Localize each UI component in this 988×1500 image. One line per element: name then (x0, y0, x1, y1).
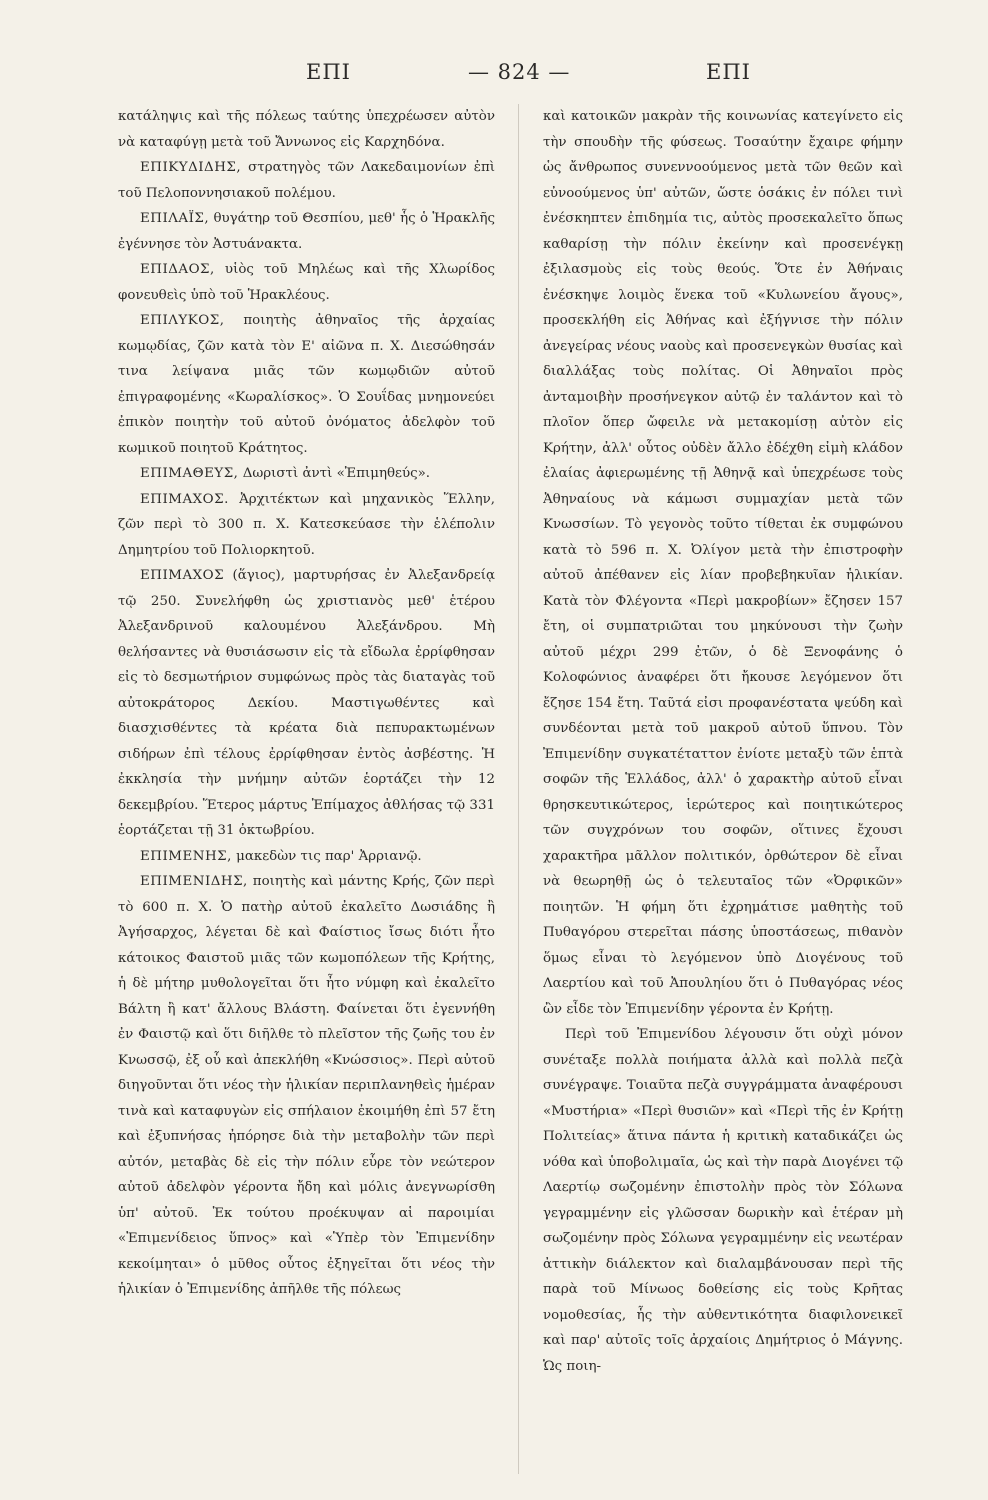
column-divider (518, 104, 519, 1474)
entry-epimenides (118, 869, 495, 1303)
entry-term: ΕΠΙΜΕΝΗΣ, (140, 848, 232, 864)
entry-term: ΕΠΙΚΥΔΙΔΗΣ, (140, 160, 242, 175)
entry-text: θυγάτηρ τοῦ Θεσπίου, μεθ' ἧς ὁ Ἡρακλῆς ἐγέννησε τὸν Ἀστυάνακτα. (118, 211, 495, 252)
running-head-left: ΕΠΙ (306, 60, 351, 84)
right-column (543, 104, 903, 1484)
entry-term: ΕΠΙΜΑΧΟΣ (140, 568, 225, 583)
running-head-right: ΕΠΙ (706, 60, 751, 84)
entry-epimachos-saint (118, 563, 495, 844)
page-header (0, 60, 988, 96)
entry-epilais (118, 206, 495, 257)
entry-term: ΕΠΙΔΑΟΣ, (140, 262, 215, 277)
entry-term: ΕΠΙΛΑΪΣ, (140, 211, 210, 226)
left-column (118, 104, 495, 1484)
entry-text: μακεδὼν τις παρ' Ἀρριανῷ. (231, 848, 422, 864)
entry-term: ΕΠΙΛΥΚΟΣ, (140, 313, 225, 328)
entry-epimachos-architect (118, 487, 495, 564)
entry-text: ποιητὴς ἀθηναῖος τῆς ἀρχαίας κωμῳδίας, ζῶν κατὰ τὸν Ε' αἰῶνα π. Χ. Διεσώθησάν τινα λείψανα μιᾶς τῶν κωμῳδιῶν αὐτοῦ ἐπιγραφομένης «Κωραλίσκος». Ὁ Σουΐδας μνημονεύει ἐπικὸν ποιητὴν τοῦ αὐτοῦ ὀνόματος ἀδελφὸν τοῦ κωμικοῦ ποιητοῦ Κράτητος. (118, 313, 495, 456)
entry-epikydides (118, 155, 495, 206)
epimenides-continued: καὶ κατοικῶν μακρὰν τῆς κοινωνίας κατεγίνετο εἰς τὴν σπουδὴν τῆς φύσεως. Τοσαύτην ἔχαιρε φήμην ὡς ἄνθρωπος συνεννοούμενος μετὰ τῶν θεῶν καὶ εὐνοούμενος ὑπ' αὐτῶν, ὥστε ὁσάκις ἐν πόλει τινὶ ἐνέσκηπτεν ἐπιδημία τις, αὐτὸς προσεκαλεῖτο ὅπως καθαρίσῃ τὴν πόλιν ἐκείνην καὶ προσενέγκῃ ἐξιλασμοὺς εἰς τοὺς θεούς. Ὅτε ἐν Ἀθήναις ἐνέσκηψε λοιμὸς ἕνεκα τοῦ «Κυλωνείου ἄγους», προσεκλήθη εἰς Ἀθήνας καὶ ἐξήγνισε τὴν πόλιν ἀνεγείρας νέους ναοὺς καὶ προσενεγκὼν θυσίας καὶ διαλλάξας τοὺς πολίτας. Οἱ Ἀθηναῖοι πρὸς ἀνταμοιβὴν προσήνεγκον αὐτῷ ἐν ταλάντον καὶ τὸ πλοῖον ὅπερ ὤφειλε νὰ μετακομίσῃ αὐτὸν εἰς Κρήτην, ἀλλ' οὗτος οὐδὲν ἄλλο ἐδέχθη εἰμὴ κλάδον ἐλαίας ἀφιερωμένης τῇ Ἀθηνᾷ καὶ ὑπεχρέωσε τοὺς Ἀθηναίους νὰ κάμωσι συμμαχίαν μετὰ τῶν Κνωσσίων. Τὸ γεγονὸς τοῦτο τίθεται ἐκ συμφώνου κατὰ τὸ 596 π. Χ. Ὀλίγον μετὰ τὴν ἐπιστροφὴν αὐτοῦ ἀπέθανεν εἰς λίαν προβεβηκυῖαν ἡλικίαν. Κατὰ τὸν Φλέγοντα «Περὶ μακροβίων» ἔζησεν 157 ἔτη, οἱ συμπατριῶται του μηκύνουσι τὴν ζωὴν αὐτοῦ μέχρι 299 ἐτῶν, ὁ δὲ Ξενοφάνης ὁ Κολοφώνιος ἀναφέρει ὅτι ἤκουσε λεγόμενον ὅτι ἔζησε 154 ἔτη. Ταῦτά εἰσι προφανέστατα ψεύδη καὶ συνδέονται μετὰ τοῦ μακροῦ αὐτοῦ ὕπνου. Τὸν Ἐπιμενίδην συγκατέταττον ἐνίοτε μεταξὺ τῶν ἑπτὰ σοφῶν τῆς Ἑλλάδος, ἀλλ' ὁ χαρακτὴρ αὐτοῦ εἶναι θρησκευτικώτερος, ἱερώτερος καὶ ποιητικώτερος τῶν συγχρόνων του σοφῶν, οἵτινες ἔχουσι χαρακτῆρα μᾶλλον πολιτικόν, ὀρθώτερον δὲ εἶναι νὰ θεωρηθῇ ὡς ὁ τελευταῖος τῶν «Ὀρφικῶν» ποιητῶν. Ἡ φήμη ὅτι ἐχρημάτισε μαθητὴς τοῦ Πυθαγόρου στερεῖται πάσης ὑποστάσεως, πιθανὸν ὅμως εἶναι τὸ λεγόμενον ὑπὸ Διογένους τοῦ Λαερτίου καὶ τοῦ Ἀπουληίου ὅτι ὁ Πυθαγόρας νέος ὢν εἶδε τὸν Ἐπιμενίδην γέροντα ἐν Κρήτῃ. (543, 109, 903, 1017)
entry-epidaos (118, 257, 495, 308)
entry-text: ποιητὴς καὶ μάντης Κρής, ζῶν περὶ τὸ 600 π. Χ. Ὁ πατὴρ αὐτοῦ ἐκαλεῖτο Δωσιάδης ἢ Ἀγήσαρχος, λέγεται δὲ καὶ Φαίστιος ἴσως διότι ἦτο κάτοικος Φαιστοῦ μιᾶς τῶν κωμοπόλεων τῆς Κρήτης, ἡ δὲ μήτηρ μυθολογεῖται ὅτι ἦτο νύμφη καὶ ἐκαλεῖτο Βάλτη ἢ κατ' ἄλλους Βλάστη. Φαίνεται ὅτι ἐγεννήθη ἐν Φαιστῷ καὶ ὅτι διῆλθε τὸ πλεῖστον τῆς ζωῆς του ἐν Κνωσσῷ, ἐξ οὗ καὶ ἀπεκλήθη «Κνώσσιος». Περὶ αὐτοῦ διηγοῦνται ὅτι νέος τὴν ἡλικίαν περιπλανηθεὶς ἡμέραν τινὰ καὶ καταφυγὼν εἰς σπήλαιον ἐκοιμήθη ἐπὶ 57 ἔτη καὶ ἐξυπνήσας ἠπόρησε διὰ τὴν μεταβολὴν τῶν περὶ αὐτόν, μεταβὰς δὲ εἰς τὴν πόλιν εὗρε τὸν νεώτερον αὐτοῦ ἀδελφὸν γέροντα ἤδη καὶ μόλις ἀνεγνωρίσθη ὑπ' αὐτοῦ. Ἐκ τούτου προέκυψαν αἱ παροιμίαι «Ἐπιμενίδειος ὕπνος» καὶ «Ὑπὲρ τὸν Ἐπιμενίδην κεκοίμηται» ὁ μῦθος οὗτος ἐξηγεῖται ὅτι νέος τὴν ἡλικίαν ὁ Ἐπιμενίδης ἀπῆλθε τῆς πόλεως (118, 874, 495, 1297)
entry-text: (ἅγιος), μαρτυρήσας ἐν Ἀλεξανδρείᾳ τῷ 250. Συνελήφθη ὡς χριστιανὸς μεθ' ἑτέρου Ἀλεξανδρινοῦ καλουμένου Ἀλεξάνδρου. Μὴ θελήσαντες νὰ θυσιάσωσιν εἰς τὰ εἴδωλα ἐρρίφθησαν εἰς τὸ δεσμωτήριον συμφώνως πρὸς τὰς διαταγὰς τοῦ αὐτοκράτορος Δεκίου. Μαστιγωθέντες καὶ διασχισθέντες τὰ κρέατα διὰ πεπυρακτωμένων σιδήρων ἐπὶ τέλους ἐρρίφθησαν ἐντὸς ἀσβέστης. Ἡ ἐκκλησία τὴν μνήμην αὐτῶν ἑορτάζει τὴν 12 δεκεμβρίου. Ἕτερος μάρτυς Ἐπίμαχος ἀθλήσας τῷ 331 ἑορτάζεται τῇ 31 ὀκτωβρίου. (118, 568, 495, 838)
epimenides-writings: Περὶ τοῦ Ἐπιμενίδου λέγουσιν ὅτι οὐχὶ μόνον συνέταξε πολλὰ ποιήματα ἀλλὰ καὶ πολλὰ πεζὰ συνέγραψε. Τοιαῦτα πεζὰ συγγράμματα ἀναφέρουσι «Μυστήρια» «Περὶ θυσιῶν» καὶ «Περὶ τῆς ἐν Κρήτῃ Πολιτείας» ἅτινα πάντα ἡ κριτικὴ καταδικάζει ὡς νόθα καὶ ὑποβολιμαῖα, ὡς καὶ τὴν παρὰ Διογένει τῷ Λαερτίῳ σωζομένην ἐπιστολὴν πρὸς τὸν Σόλωνα γεγραμμένην εἰς γλῶσσαν δωρικὴν καὶ ἑτέραν μὴ σωζομένην πρὸς Σόλωνα γεγραμμένην εἰς νεωτέραν ἀττικὴν διάλεκτον καὶ διαλαμβάνουσαν περὶ τῆς παρὰ τοῦ Μίνωος δοθείσης εἰς τοὺς Κρῆτας νομοθεσίας, ἧς τὴν αὐθεντικότητα διαφιλονεικεῖ καὶ παρ' αὐτοῖς τοῖς ἀρχαίοις Δημήτριος ὁ Μάγνης. Ὡς ποιη- (543, 1027, 903, 1374)
entry-term: ΕΠΙΜΑΘΕΥΣ, (140, 466, 239, 481)
entry-text: υἱὸς τοῦ Μηλέως καὶ τῆς Χλωρίδος φονευθεὶς ὑπὸ τοῦ Ἡρακλέους. (118, 262, 495, 303)
entry-text: στρατηγὸς τῶν Λακεδαιμονίων ἐπὶ τοῦ Πελοποννησιακοῦ πολέμου. (118, 160, 495, 201)
entry-text: Ἀρχιτέκτων καὶ μηχανικὸς Ἕλλην, ζῶν περὶ τὸ 300 π. Χ. Κατεσκεύασε τὴν ἑλέπολιν Δημητρίου τοῦ Πολιορκητοῦ. (118, 491, 495, 558)
entry-term: ΕΠΙΜΑΧΟΣ. (140, 491, 229, 507)
entry-epilykos (118, 308, 495, 461)
page-number: — 824 — (468, 60, 571, 84)
entry-epimenes (118, 844, 495, 870)
entry-epimatheus (118, 461, 495, 487)
entry-term: ΕΠΙΜΕΝΙΔΗΣ, (140, 874, 248, 889)
entry-text: Δωριστὶ ἀντὶ «Ἐπιμηθεύς». (238, 466, 431, 481)
continued-entry: κατάληψις καὶ τῆς πόλεως ταύτης ὑπεχρέωσεν αὐτὸν νὰ καταφύγῃ μετὰ τοῦ Ἄννωνος εἰς Καρχηδόνα. (118, 109, 495, 150)
